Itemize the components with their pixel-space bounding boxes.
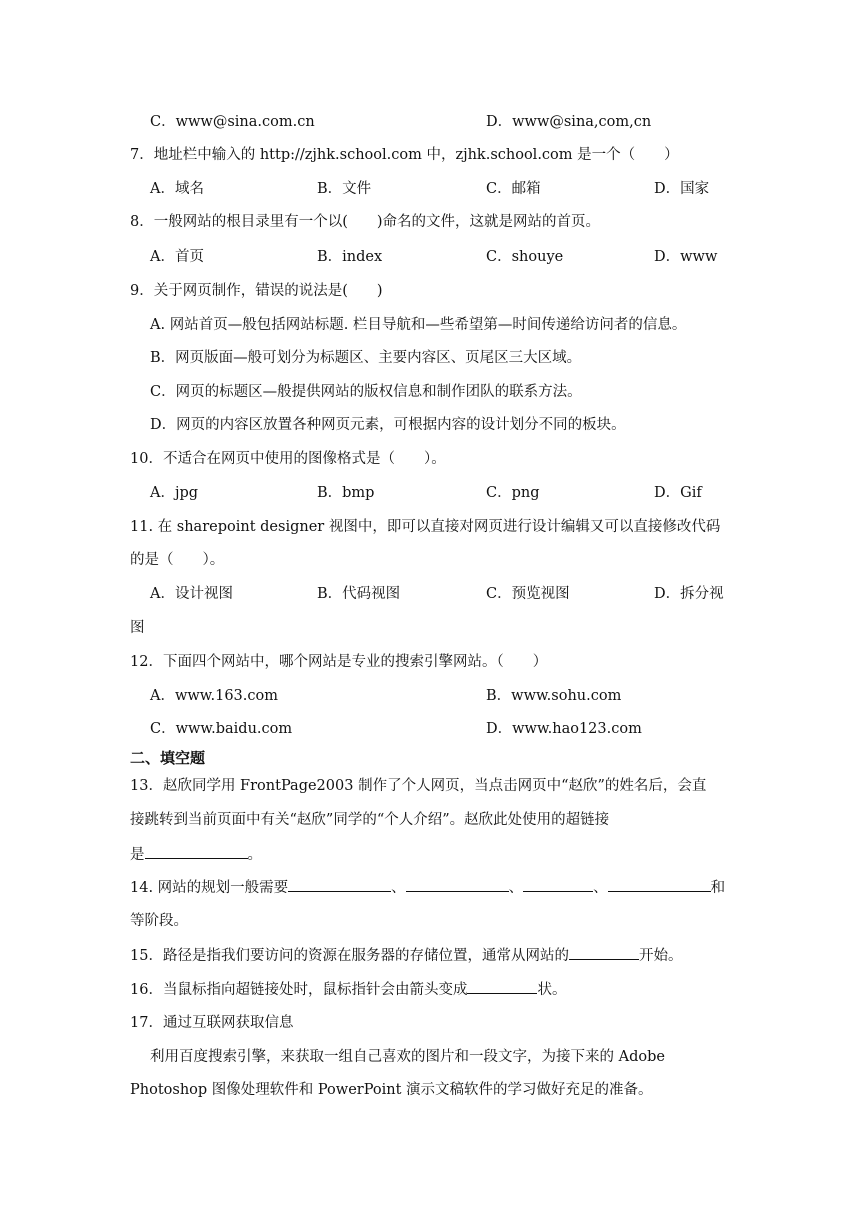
q16-prefix: 16．当鼠标指向超链接处时，鼠标指针会由箭头变成 — [130, 982, 468, 998]
q10-option-c: C．png — [486, 485, 540, 501]
q12-option-a: A．www.163.com — [150, 688, 278, 704]
q14-answer-blank-2[interactable] — [406, 877, 509, 892]
q16-line — [130, 979, 566, 1000]
q15-line — [130, 945, 682, 966]
q8-option-d: D．www — [654, 249, 718, 265]
q11-stem-line2: 的是（ ）。 — [130, 552, 225, 568]
q13-line2: 接跳转到当前页面中有关“赵欣”同学的“个人介绍”。赵欣此处使用的超链接 — [130, 812, 610, 828]
q8-option-a: A．首页 — [150, 249, 204, 265]
q11-option-c: C．预览视图 — [486, 586, 570, 602]
q9-option-a: A. 网站首页—般包括网站标题. 栏目导航和—些希望第—时间传递给访问者的信息。 — [150, 317, 687, 333]
q11-option-a: A．设计视图 — [150, 586, 233, 602]
q15-prefix: 15．路径是指我们要访问的资源在服务器的存储位置，通常从网站的 — [130, 948, 569, 964]
q17-stem: 17．通过互联网获取信息 — [130, 1015, 294, 1031]
q12-option-d: D．www.hao123.com — [486, 721, 642, 737]
q17-paragraph-line1: 利用百度搜索引擎，来获取一组自己喜欢的图片和一段文字，为接下来的 Adobe — [150, 1049, 665, 1065]
q11-option-d-wrap: 图 — [130, 620, 145, 636]
q7-option-d: D．国家 — [654, 181, 710, 197]
q8-option-b: B．index — [317, 249, 383, 265]
q10-option-b: B．bmp — [317, 485, 375, 501]
section-heading-fill-blank: 二、填空题 — [130, 749, 206, 767]
q11-option-d: D．拆分视 — [654, 586, 724, 602]
q12-option-b: B．www.sohu.com — [486, 688, 622, 704]
q14-line1-prefix: 14. 网站的规划一般需要 — [130, 880, 289, 896]
q10-option-d: D．Gif — [654, 485, 702, 501]
q7-option-b: B．文件 — [317, 181, 372, 197]
q13-line3 — [130, 844, 262, 865]
q17-paragraph-line2: Photoshop 图像处理软件和 PowerPoint 演示文稿软件的学习做好充足的准备。 — [130, 1082, 653, 1098]
q13-answer-blank[interactable] — [145, 844, 248, 859]
q7-option-c: C．邮箱 — [486, 181, 541, 197]
q8-stem: 8．一般网站的根目录里有一个以( )命名的文件，这就是网站的首页。 — [130, 214, 601, 230]
q14-answer-blank-1[interactable] — [288, 877, 391, 892]
q14-separator: 、 — [508, 880, 524, 896]
q14-line1 — [130, 877, 725, 898]
q12-option-c: C．www.baidu.com — [150, 721, 293, 737]
q13-line1: 13．赵欣同学用 FrontPage2003 制作了个人网页，当点击网页中“赵欣”的姓名后，会直 — [130, 778, 707, 794]
q8-option-c: C．shouye — [486, 249, 564, 265]
q10-option-a: A．jpg — [150, 485, 199, 501]
q13-line3-suffix: 。 — [247, 847, 262, 863]
q6-option-d: D．www@sina,com,cn — [486, 114, 652, 130]
q9-stem: 9．关于网页制作，错误的说法是( ) — [130, 283, 383, 299]
q14-answer-blank-4[interactable] — [608, 877, 711, 892]
q7-option-a: A．域名 — [150, 181, 204, 197]
q7-stem: 7．地址栏中输入的 http://zjhk.school.com 中，zjhk.school.com 是一个（ ） — [130, 147, 679, 163]
q9-option-d: D．网页的内容区放置各种网页元素，可根据内容的设计划分不同的板块。 — [150, 417, 626, 433]
q11-stem-line1: 11. 在 sharepoint designer 视图中，即可以直接对网页进行设计编辑又可以直接修改代码 — [130, 519, 721, 535]
q6-option-c: C．www@sina.com.cn — [150, 114, 315, 130]
q9-option-c: C．网页的标题区—般提供网站的版权信息和制作团队的联系方法。 — [150, 384, 582, 400]
q14-answer-blank-3[interactable] — [523, 877, 593, 892]
q14-line2: 等阶段。 — [130, 913, 188, 929]
q10-stem: 10．不适合在网页中使用的图像格式是（ ）。 — [130, 451, 446, 467]
q12-stem: 12．下面四个网站中，哪个网站是专业的搜索引擎网站。（ ） — [130, 654, 548, 670]
q15-answer-blank[interactable] — [569, 945, 639, 960]
q9-option-b: B．网页版面—般可划分为标题区、主要内容区、页尾区三大区域。 — [150, 350, 582, 366]
q13-line3-prefix: 是 — [130, 847, 145, 863]
q14-separator: 、 — [391, 880, 406, 896]
q16-answer-blank[interactable] — [467, 979, 537, 994]
q15-suffix: 开始。 — [638, 948, 683, 964]
q14-separator: 、 — [593, 880, 608, 896]
q16-suffix: 状。 — [537, 982, 567, 998]
q14-line1-suffix: 和 — [710, 880, 726, 896]
q11-option-b: B．代码视图 — [317, 586, 401, 602]
